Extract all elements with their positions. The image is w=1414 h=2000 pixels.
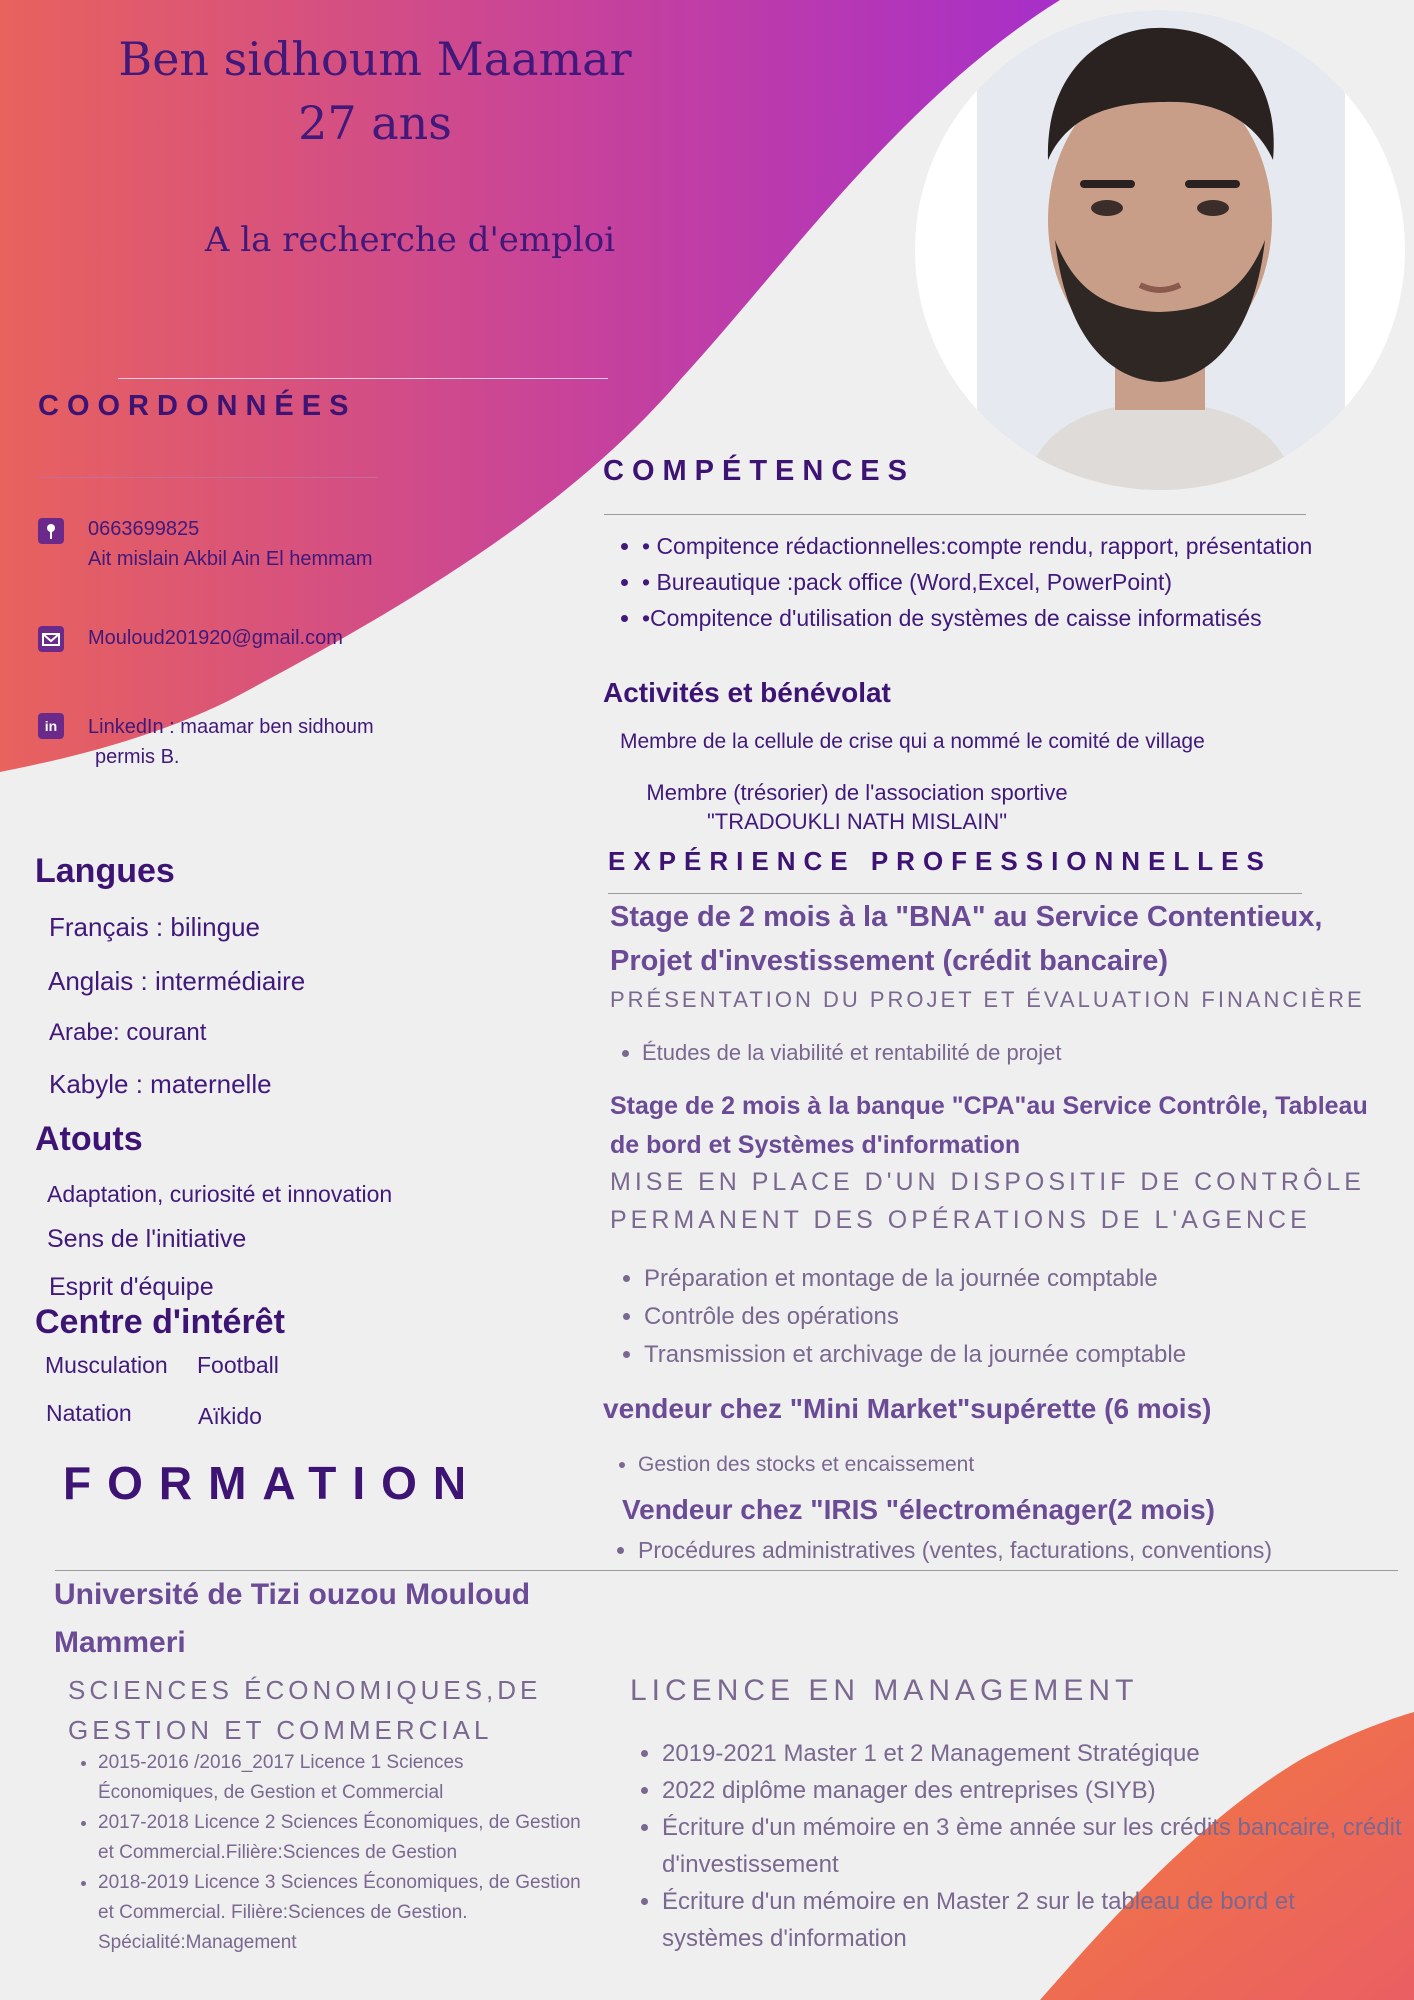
profile-photo: [915, 10, 1405, 490]
interests-title: Centre d'intérêt: [35, 1303, 285, 1341]
formation-right-subtitle: LICENCE EN MANAGEMENT: [630, 1674, 1139, 1707]
job-bullet: • Études de la viabilité et rentabilité de projet: [642, 1040, 1061, 1066]
candidate-tagline: A la recherche d'emploi: [204, 220, 616, 260]
language-item: Français : bilingue: [49, 912, 260, 942]
job-title: Stage de 2 mois à la banque "CPA"au Service Contrôle, Tableau de bord et Systèmes d'information: [610, 1092, 1368, 1159]
strength-item: Adaptation, curiosité et innovation: [47, 1181, 393, 1207]
skills-rule: [604, 514, 1306, 515]
job-bullets: [608, 1537, 1272, 1564]
skill-item: • •Compitence d'utilisation de systèmes de caisse informatisés: [642, 600, 1342, 636]
person-portrait-icon: [915, 10, 1405, 490]
activities-title: Activités et bénévolat: [603, 677, 891, 708]
contact-address: Ait mislain Akbil Ain El hemmam: [88, 548, 373, 570]
strengths-title: Atouts: [35, 1120, 143, 1158]
interest-item: Musculation: [45, 1352, 168, 1378]
experience-rule: [608, 893, 1302, 894]
strength-item: Esprit d'équipe: [49, 1273, 214, 1301]
language-item: Arabe: courant: [49, 1019, 207, 1046]
language-item: Anglais : intermédiaire: [48, 966, 306, 996]
university-name: Université de Tizi ouzou Mouloud Mammeri: [54, 1578, 531, 1659]
formation-item: • 2022 diplôme manager des entreprises (SIYB): [662, 1772, 1402, 1809]
formation-left-list: [68, 1748, 586, 1958]
formation-item: • 2015-2016 /2016_2017 Licence 1 Sciences Économiques, de Gestion et Commercial: [98, 1748, 586, 1808]
skill-item: • • Compitence rédactionnelles:compte rendu, rapport, présentation: [642, 528, 1342, 564]
job-bullet: • Transmission et archivage de la journée comptable: [644, 1336, 1186, 1374]
formation-right-list: [632, 1735, 1402, 1957]
job-bullets: [608, 1453, 974, 1477]
contact-permit: permis B.: [95, 746, 180, 768]
interest-item: Natation: [46, 1400, 132, 1426]
job-bullets: [612, 1040, 1061, 1066]
linkedin-icon: in: [38, 713, 64, 739]
experience-title: EXPÉRIENCE PROFESSIONNELLES: [608, 846, 1272, 876]
contact-linkedin[interactable]: LinkedIn : maamar ben sidhoum: [88, 716, 374, 738]
job-bullet: • Préparation et montage de la journée comptable: [644, 1260, 1186, 1298]
strength-item: Sens de l'initiative: [47, 1225, 247, 1253]
formation-item: • 2018-2019 Licence 3 Sciences Économiques, de Gestion et Commercial. Filière:Sciences de Gestion. Spécialité:Management: [98, 1868, 586, 1958]
job-subtitle: PRÉSENTATION DU PROJET ET ÉVALUATION FINANCIÈRE: [610, 987, 1365, 1012]
interest-item: Football: [197, 1352, 279, 1378]
location-icon: [38, 518, 64, 544]
job-bullet: • Contrôle des opérations: [644, 1298, 1186, 1336]
candidate-age: 27 ans: [298, 96, 452, 150]
formation-item: • Écriture d'un mémoire en Master 2 sur le tableau de bord et systèmes d'information: [662, 1883, 1402, 1957]
job-bullet: • Gestion des stocks et encaissement: [638, 1453, 974, 1477]
formation-item: • Écriture d'un mémoire en 3 ème année sur les crédits bancaire, crédit d'investissement: [662, 1809, 1402, 1883]
job-title: Vendeur chez "IRIS "électroménager(2 mois): [622, 1494, 1215, 1525]
contact-title: COORDONNÉES: [38, 390, 357, 422]
interest-item: Aïkido: [198, 1403, 262, 1429]
formation-title: FORMATION: [63, 1457, 483, 1509]
candidate-name: Ben sidhoum Maamar: [118, 32, 632, 86]
skill-item: • • Bureautique :pack office (Word,Excel, PowerPoint): [642, 564, 1342, 600]
job-title: Stage de 2 mois à la "BNA" au Service Contentieux, Projet d'investissement (crédit bancaire): [610, 901, 1323, 977]
contact-phone: 0663699825: [88, 518, 200, 540]
job-bullets: [614, 1260, 1186, 1374]
contact-bottom-rule: [38, 477, 378, 478]
job-bullet: • Procédures administratives (ventes, facturations, conventions): [638, 1537, 1272, 1564]
mail-icon: [38, 626, 64, 652]
activity-item: Membre (trésorier) de l'association sportive "TRADOUKLI NATH MISLAIN": [646, 780, 1068, 834]
formation-left-subtitle: SCIENCES ÉCONOMIQUES,DE GESTION ET COMMERCIAL: [68, 1675, 542, 1745]
contact-top-rule: [118, 378, 608, 379]
language-item: Kabyle : maternelle: [49, 1069, 272, 1099]
job-title: vendeur chez "Mini Market"supérette (6 mois): [603, 1393, 1212, 1424]
activity-item: Membre de la cellule de crise qui a nommé le comité de village: [620, 730, 1205, 753]
formation-item: • 2017-2018 Licence 2 Sciences Économiques, de Gestion et Commercial.Filière:Sciences de Gestion: [98, 1808, 586, 1868]
contact-email[interactable]: Mouloud201920@gmail.com: [88, 627, 343, 649]
formation-item: • 2019-2021 Master 1 et 2 Management Stratégique: [662, 1735, 1402, 1772]
languages-title: Langues: [35, 852, 175, 890]
skills-title: COMPÉTENCES: [603, 455, 915, 487]
skills-list: [612, 528, 1342, 636]
job-subtitle: MISE EN PLACE D'UN DISPOSITIF DE CONTRÔLE PERMANENT DES OPÉRATIONS DE L'AGENCE: [610, 1168, 1365, 1234]
